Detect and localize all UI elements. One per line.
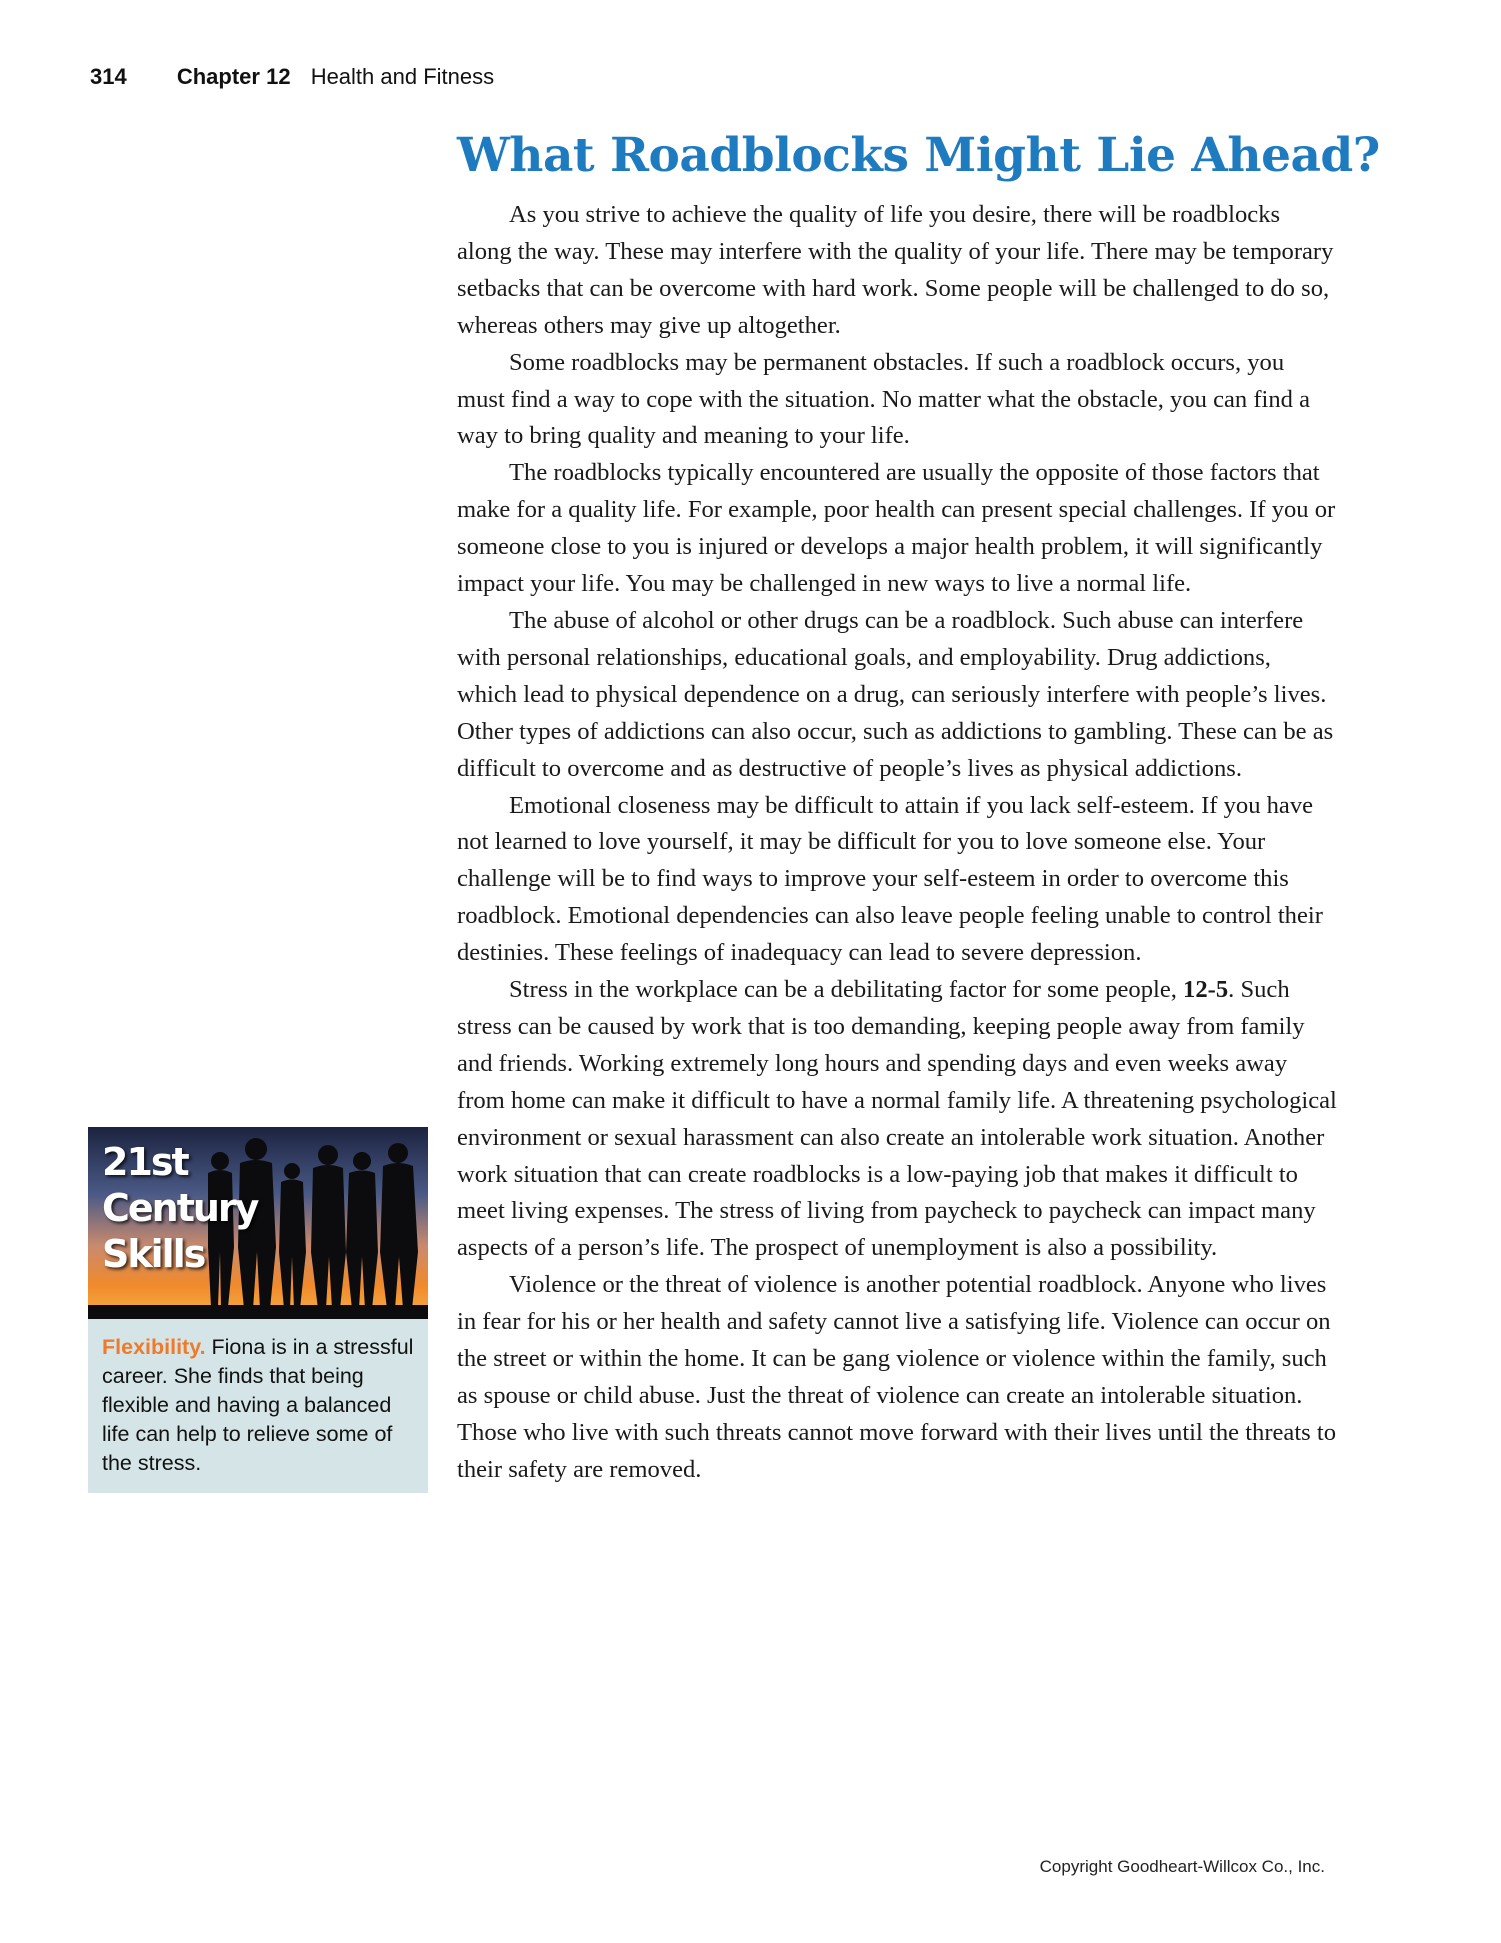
chapter-label: Chapter 12 [176,64,291,89]
paragraph-permanent-obstacles: Some roadblocks may be permanent obstacles. If such a roadblock occurs, you must find a way to cope with the situation. No matter what the obstacle, you can find a way to bring quality and meaning to your life. [457,348,1311,450]
sidebar-caption [88,1319,428,1478]
paragraph-workplace-stress [457,972,1337,1267]
paragraph-violence: Violence or the threat of violence is another potential roadblock. Anyone who lives in fear for his or her health and safety cannot live a satisfying life. Violence can occur on the street or within the home. It can be gang violence or violence within the family, such as spouse or child abuse. Just the threat of violence can create an intolerable situation. Those who live with such threats cannot move forward with their lives until the threats to their safety are removed. [457,1271,1337,1483]
stress-text-before: Stress in the workplace can be a debilitating factor for some people, [509,976,1184,1004]
badge-line: Century [102,1186,258,1230]
caption-text: Fiona is in a stressful career. She finds that being flexible and having a balanced life can help to relieve some of the stress. [102,1335,414,1475]
paragraph-substance-abuse: The abuse of alcohol or other drugs can be a roadblock. Such abuse can interfere with personal relationships, educational goals, and employability. Drug addictions, which lead to physical dependence on a drug, can seriously interfere with people’s lives. Other types of addictions can also occur, such as addictions to gambling. These can be as difficult to overcome and as destructive of people’s lives as physical addictions. [457,606,1334,782]
stress-text-after: . Such stress can be caused by work that is too demanding, keeping people away from family and friends. Working extremely long hours and spending days and even weeks away from home can make it difficult to have a normal family life. A threatening psychological environment or sexual harassment can also create an intolerable work situation. Another work situation that can create roadblocks is a low-paying job that makes it difficult to meet living expenses. The stress of living from paycheck to paycheck can impact many aspects of a person’s life. The prospect of unemployment is also a possibility. [457,976,1337,1262]
running-header [90,64,494,90]
badge-line: Skills [102,1232,205,1276]
skills-sidebar [88,1127,428,1493]
sunset-silhouette-image [88,1127,428,1319]
chapter-title: Health and Fitness [310,64,495,89]
section-heading: What Roadblocks Might Lie Ahead? [457,128,1380,183]
paragraph-setbacks: As you strive to achieve the quality of life you desire, there will be roadblocks along the way. These may interfere with the quality of your life. There may be temporary setbacks that can be overcome with hard work. Some people will be challenged to do so, whereas others may give up altogether. [457,201,1334,339]
page-number: 314 [90,64,127,89]
paragraph-poor-health: The roadblocks typically encountered are usually the opposite of those factors that make for a quality life. For example, poor health can present special challenges. If you or someone close to you is injured or develops a major health problem, it will significantly impact your life. You may be challenged in new ways to live a normal life. [457,459,1336,598]
paragraph-self-esteem: Emotional closeness may be difficult to attain if you lack self-esteem. If you have not learned to love yourself, it may be difficult for you to love someone else. Your challenge will be to find ways to improve your self-esteem in order to overcome this roadblock. Emotional dependencies can also leave people feeling unable to control their destinies. These feelings of inadequacy can lead to severe depression. [457,791,1323,967]
badge-21st-century-skills [102,1139,257,1277]
copyright-footer: Copyright Goodheart-Willcox Co., Inc. [1039,1857,1325,1876]
article-body [457,128,1380,1489]
caption-lead: Flexibility. [102,1335,206,1359]
badge-line: 21st [102,1140,188,1184]
figure-reference: 12-5 [1183,976,1229,1004]
